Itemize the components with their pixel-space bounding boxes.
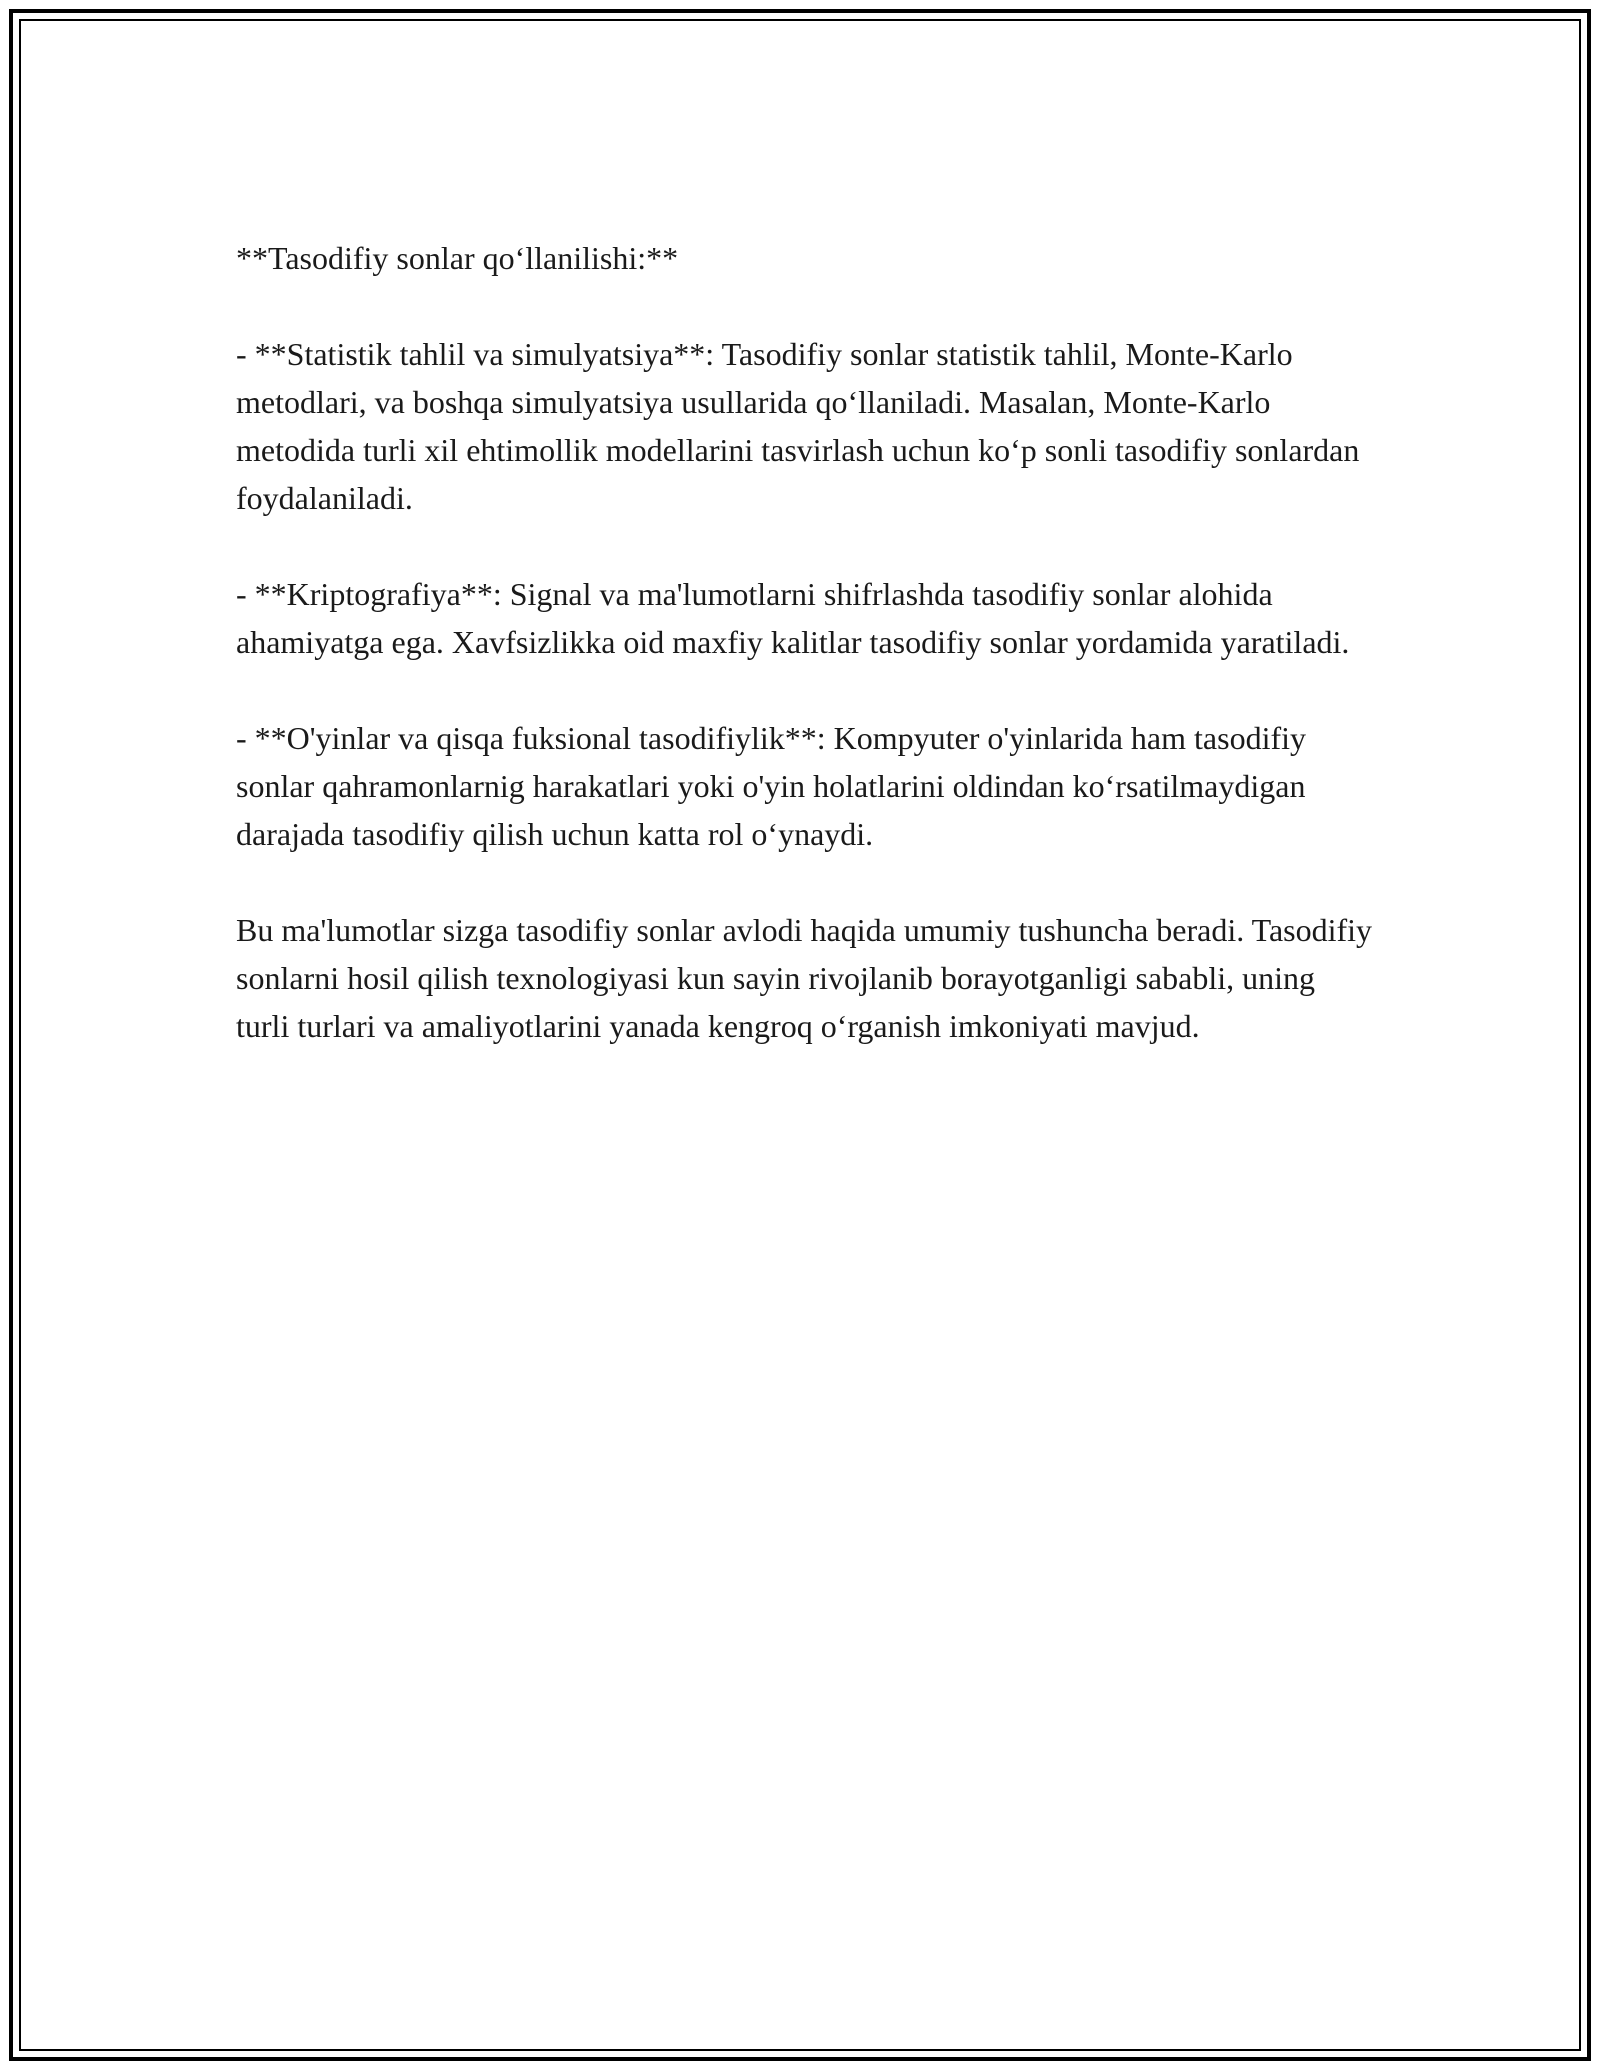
paragraph-conclusion: Bu ma'lumotlar sizga tasodifiy sonlar avlodi haqida umumiy tushuncha beradi. Tasodifiy sonlarni hosil qilish texnologiyasi kun sayin rivojlanib borayotganligi sababli, uning turli turlari va amaliyotlarini yanada kengroq o‘rganish imkoniyati mavjud. [236,912,1381,1044]
document-body [236,234,1381,1098]
paragraph-oyinlar: - **O'yinlar va qisqa fuksional tasodifiylik**: Kompyuter o'yinlarida ham tasodifiy sonlar qahramonlarnig harakatlari yoki o'yin holatlarini oldindan ko‘rsatilmaydigan darajada tasodifiy qilish uchun katta rol o‘ynaydi. [236,720,1314,852]
document-heading: **Tasodifiy sonlar qo‘llanilishi:** [236,240,679,276]
paragraph-kriptografiya: - **Kriptografiya**: Signal va ma'lumotlarni shifrlashda tasodifiy sonlar alohida ahamiyatga ega. Xavfsizlikka oid maxfiy kalitlar tasodifiy sonlar yordamida yaratiladi. [236,576,1350,660]
paragraph-statistik-tahlil: - **Statistik tahlil va simulyatsiya**: Tasodifiy sonlar statistik tahlil, Monte-Karlo metodlari, va boshqa simulyatsiya usullarida qo‘llaniladi. Masalan, Monte-Karlo metodida turli xil ehtimollik modellarini tasvirlash uchun ko‘p sonli tasodifiy sonlardan foydalaniladi. [236,336,1368,516]
